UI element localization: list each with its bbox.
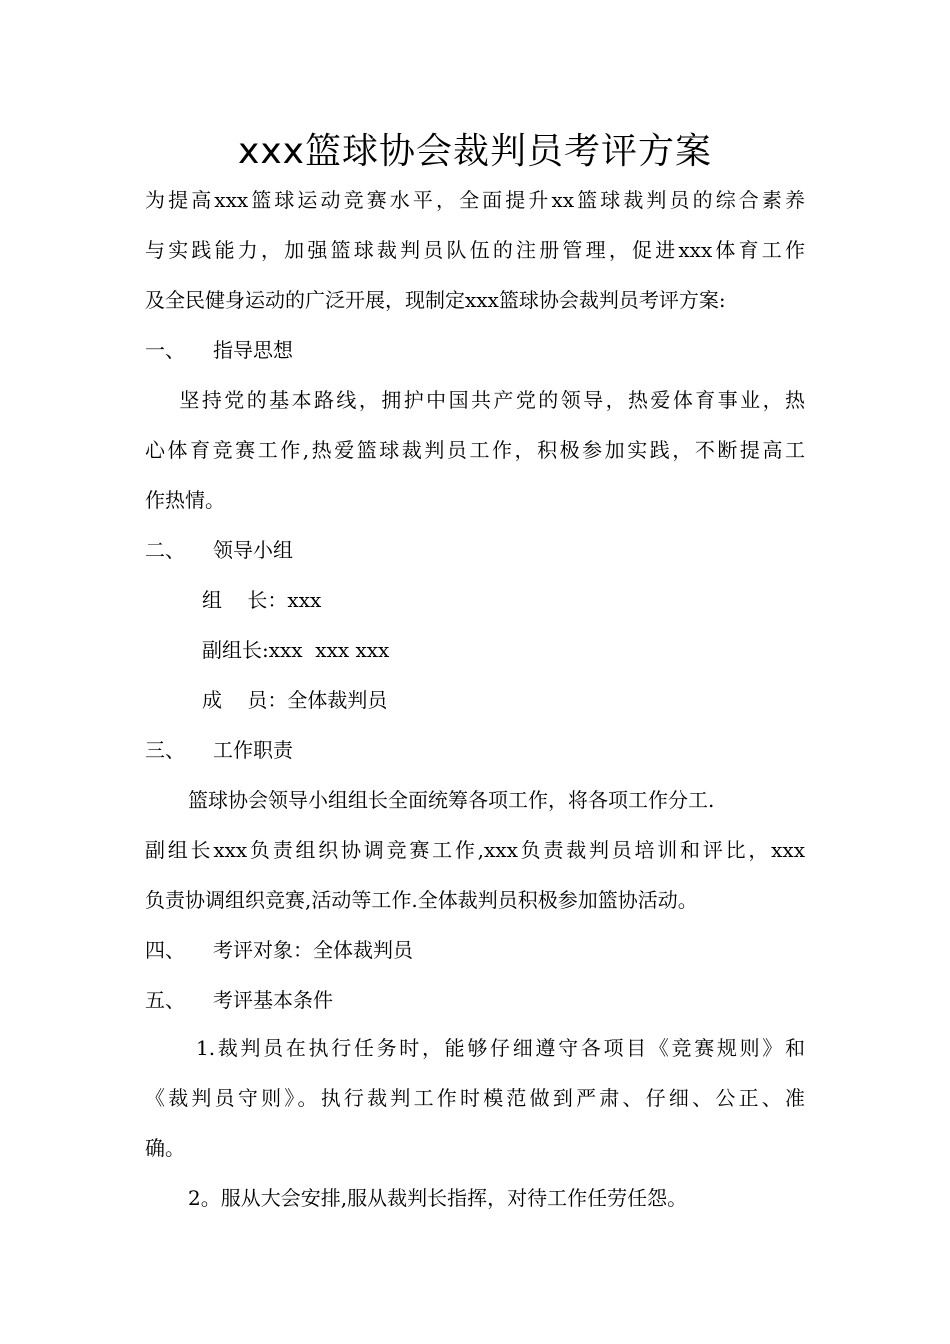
section-heading — [145, 535, 293, 565]
condition-item-1: 1.裁判员在执行任务时，能够仔细遵守各项目《竞赛规则》和 — [196, 1036, 805, 1060]
condition-item-1: 确。 — [145, 1136, 185, 1160]
condition-item-2: 2。服从大会安排,服从裁判长指挥，对待工作任劳任怨。 — [188, 1186, 688, 1210]
section-title: 考评对象：全体裁判员 — [213, 938, 413, 962]
section-number: 二、 — [145, 538, 185, 562]
document-title: xxx篮球协会裁判员考评方案 — [238, 131, 712, 172]
section-number: 三、 — [145, 738, 185, 762]
section-number: 五、 — [145, 988, 185, 1012]
paragraph-line: 作热情。 — [145, 488, 225, 512]
intro-line: 为提高xxx篮球运动竞赛水平，全面提升xx篮球裁判员的综合素养 — [145, 188, 805, 212]
paragraph-line: 篮球协会领导小组组长全面统筹各项工作，将各项工作分工. — [188, 788, 715, 812]
section-number: 四、 — [145, 938, 185, 962]
section-heading — [145, 735, 293, 765]
intro-line: 及全民健身运动的广泛开展，现制定xxx篮球协会裁判员考评方案: — [145, 288, 726, 312]
member-leader: 组 长：xxx — [202, 588, 322, 612]
section-title: 领导小组 — [213, 538, 293, 562]
paragraph-line: 负责协调组织竞赛,活动等工作.全体裁判员积极参加篮协活动。 — [145, 888, 698, 912]
paragraph-line: 心体育竞赛工作,热爱篮球裁判员工作，积极参加实践，不断提高工 — [145, 438, 805, 462]
member-deputy: 副组长:xxx xxx xxx — [202, 638, 390, 662]
section-title: 指导思想 — [213, 338, 293, 362]
paragraph-text: 坚持党的基本路线，拥护中国共产党的领导，热爱体育事业，热 — [177, 388, 805, 412]
section-heading — [145, 335, 293, 365]
section-title: 工作职责 — [213, 738, 293, 762]
paragraph-line — [145, 385, 805, 415]
member-members: 成 员：全体裁判员 — [202, 688, 388, 712]
paragraph-line: 副组长xxx负责组织协调竞赛工作,xxx负责裁判员培训和评比，xxx — [145, 838, 805, 862]
condition-item-1: 《裁判员守则》。执行裁判工作时模范做到严肃、仔细、公正、准 — [145, 1086, 805, 1110]
section-heading — [145, 935, 413, 965]
section-number: 一、 — [145, 338, 185, 362]
section-heading — [145, 985, 333, 1015]
section-title: 考评基本条件 — [213, 988, 333, 1012]
intro-line: 与实践能力，加强篮球裁判员队伍的注册管理，促进xxx体育工作 — [145, 238, 805, 262]
